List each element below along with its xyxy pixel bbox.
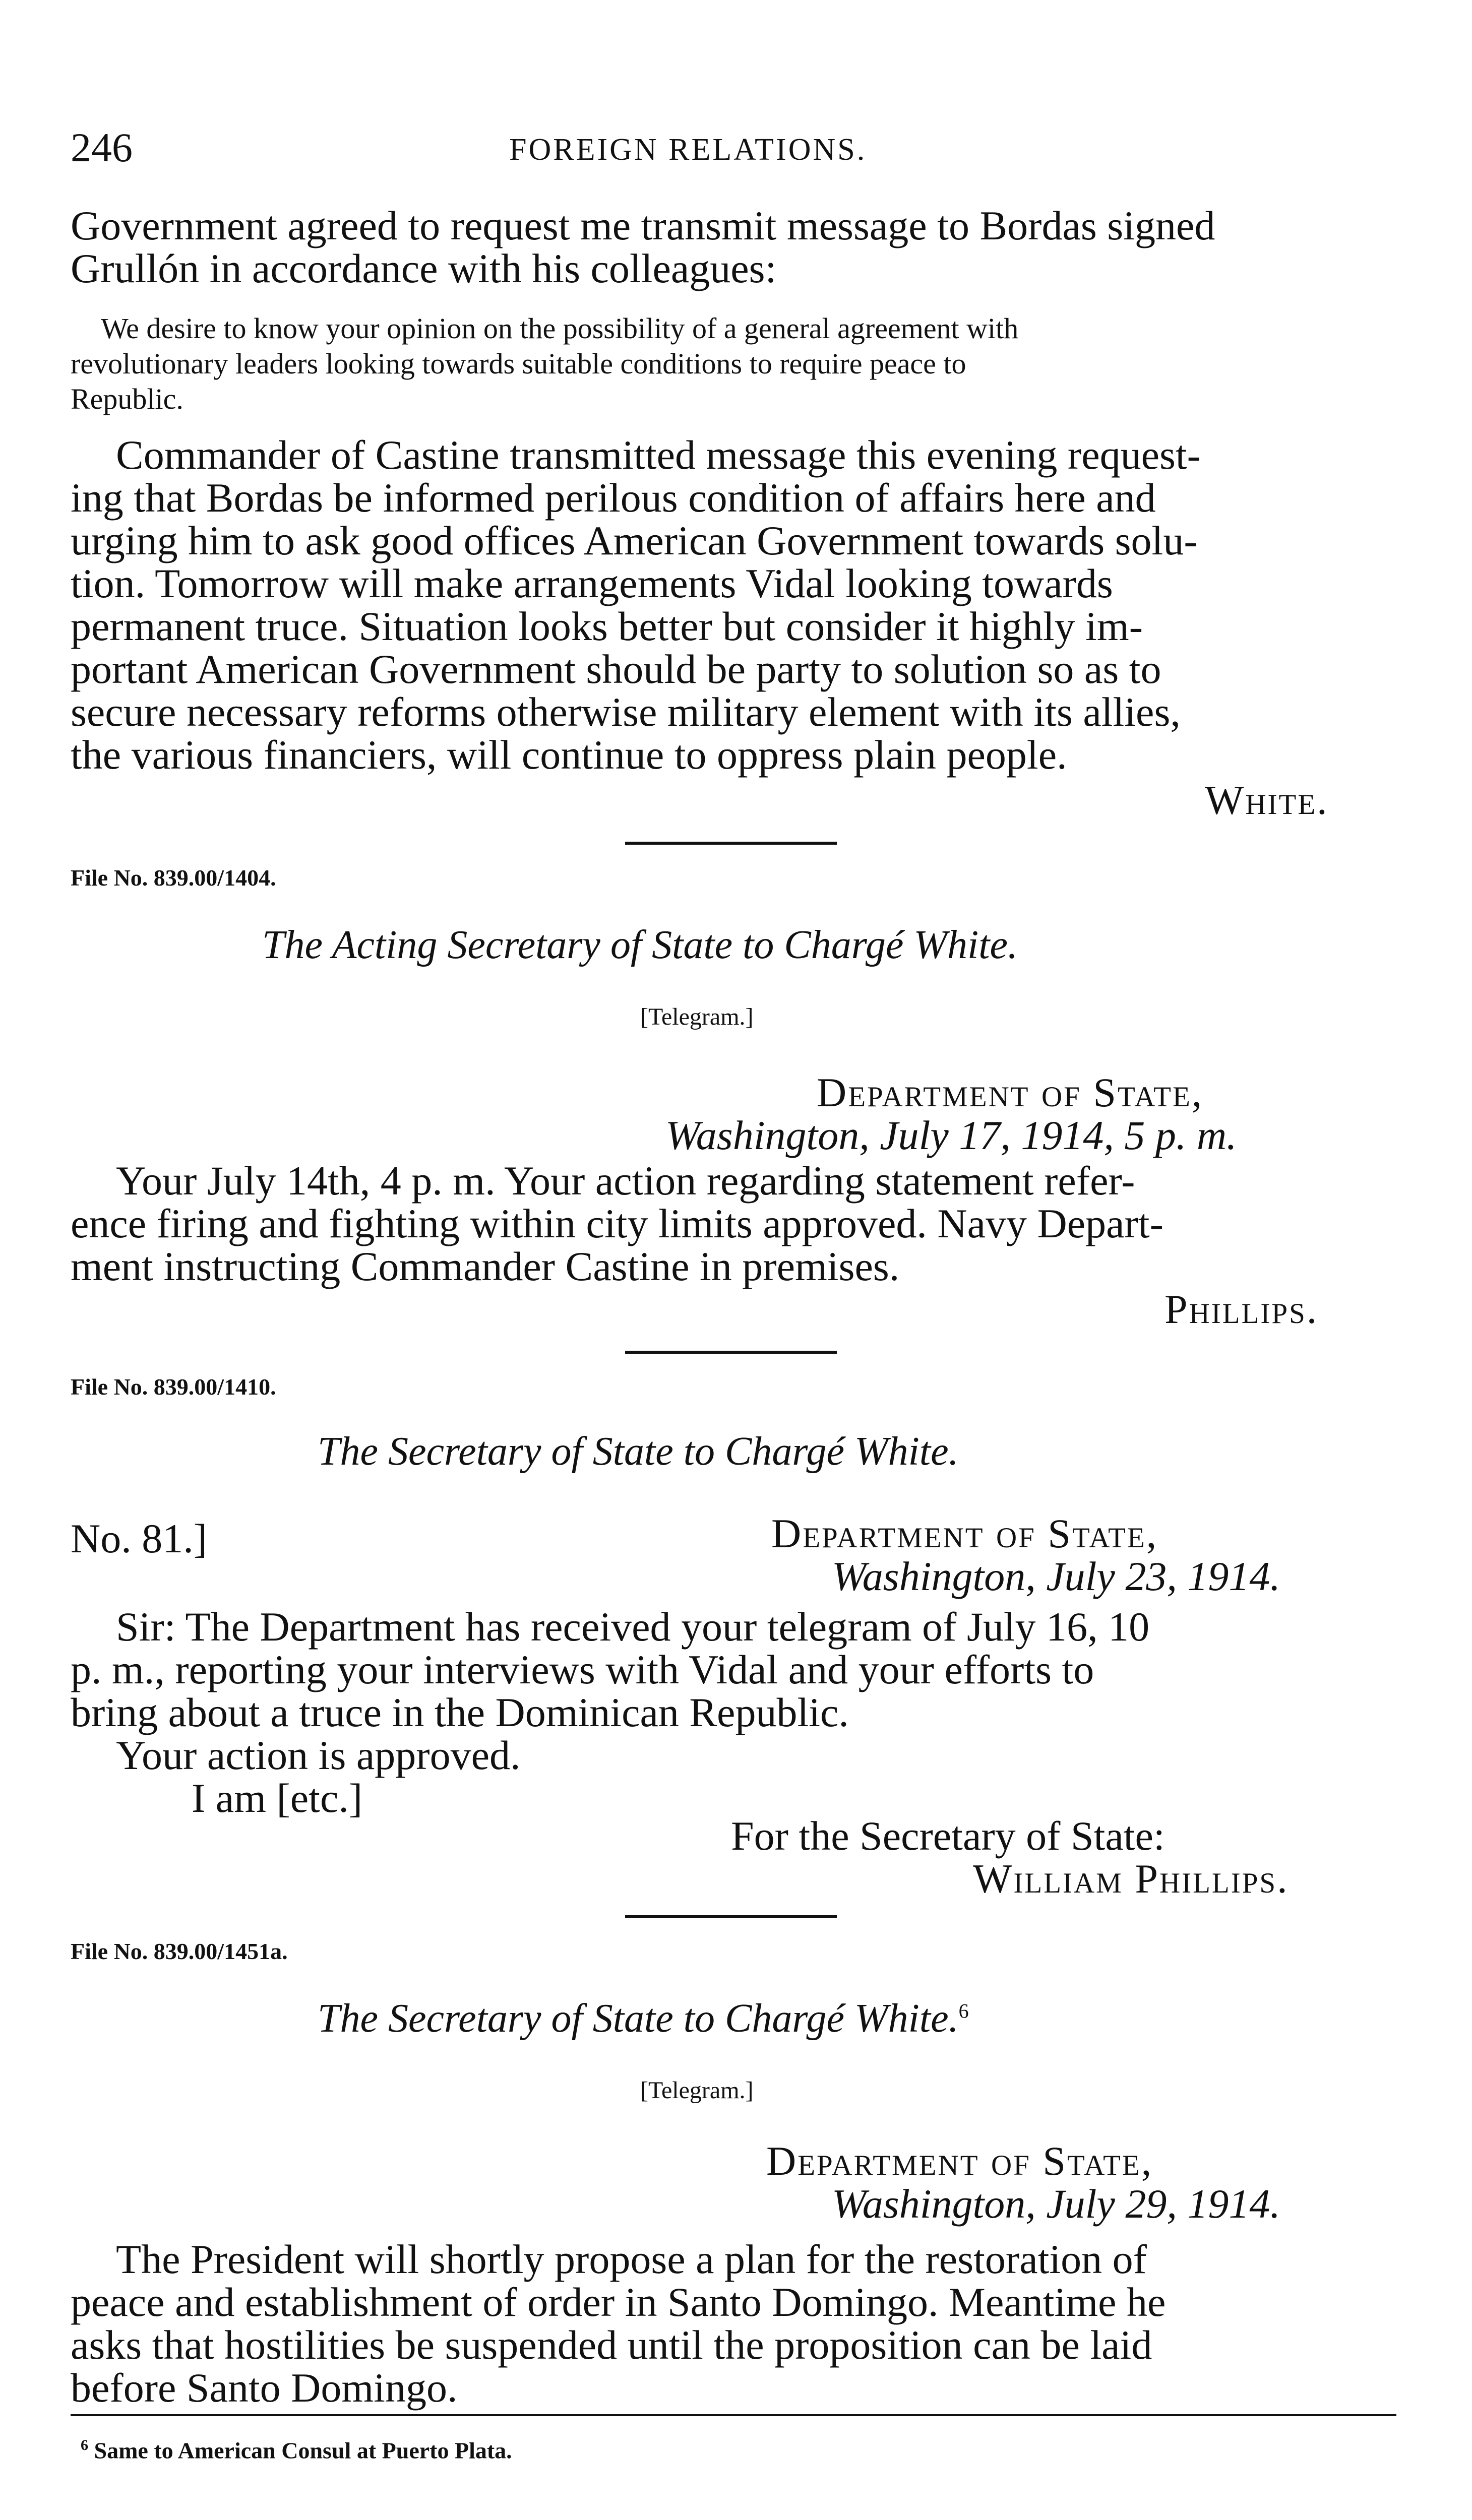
para-line-6: portant American Government should be party to solution so as to (71, 646, 1161, 692)
para-line-4: tion. Tomorrow will make arrangements Vidal looking towards (71, 560, 1113, 606)
dept-of-state: Department of State, (766, 2138, 1153, 2184)
running-title: FOREIGN RELATIONS. (509, 133, 867, 167)
opening-line-2: Grullón in accordance with his colleagues: (71, 245, 777, 291)
quote-line-1: We desire to know your opinion on the possibility of a general agreement with (101, 312, 1019, 345)
doc3-line-4: before Santo Domingo. (71, 2365, 458, 2411)
signature-william-phillips: William Phillips. (973, 1856, 1289, 1902)
signature-phillips: Phillips. (1164, 1286, 1319, 1332)
quote-line-3: Republic. (71, 383, 183, 415)
para-line-5: permanent truce. Situation looks better but consider it highly im- (71, 603, 1143, 649)
file-number: File No. 839.00/1404. (71, 865, 276, 891)
despatch-number: No. 81.] (71, 1516, 208, 1561)
para-line-7: secure necessary reforms otherwise military element with its allies, (71, 689, 1181, 735)
doc3-line-1: The President will shortly propose a plan for the restoration of (116, 2236, 1147, 2282)
title-text: The Secretary of State to Chargé White. (318, 1996, 959, 2041)
para-line-8: the various financiers, will continue to oppress plain people. (71, 732, 1067, 778)
footnote-rule (71, 2414, 1396, 2416)
doc1-line-2: ence firing and fighting within city limits approved. Navy Depart- (71, 1201, 1163, 1246)
document-title: The Secretary of State to Chargé White. (318, 1429, 959, 1474)
para-line-2: ing that Bordas be informed perilous condition of affairs here and (71, 475, 1156, 521)
footnote-reference: 6 (958, 1999, 969, 2023)
footnote-marker: 6 (81, 2437, 88, 2453)
para-line-1: Commander of Castine transmitted message this evening request- (116, 432, 1201, 478)
telegram-label: [Telegram.] (640, 1003, 754, 1030)
opening-line-1: Government agreed to request me transmit message to Bordas signed (71, 203, 1215, 248)
approval-line: Your action is approved. (116, 1732, 521, 1778)
document-title (318, 1996, 969, 2042)
footnote (81, 2437, 512, 2464)
closing-line: I am [etc.] (192, 1775, 363, 1821)
page-number: 246 (71, 124, 133, 170)
doc1-line-1: Your July 14th, 4 p. m. Your action regarding statement refer- (116, 1158, 1135, 1204)
doc2-line-2: p. m., reporting your interviews with Vidal and your efforts to (71, 1647, 1094, 1692)
footnote-text: Same to American Consul at Puerto Plata. (94, 2437, 512, 2464)
file-number: File No. 839.00/1410. (71, 1374, 276, 1400)
for-secretary-line: For the Secretary of State: (731, 1813, 1165, 1859)
para-line-3: urging him to ask good offices American Government towards solu- (71, 518, 1198, 563)
telegram-label: [Telegram.] (640, 2077, 754, 2104)
file-number: File No. 839.00/1451a. (71, 1938, 288, 1964)
doc2-line-3: bring about a truce in the Dominican Republic. (71, 1689, 849, 1735)
doc1-line-3: ment instructing Commander Castine in premises. (71, 1243, 900, 1289)
doc3-line-3: asks that hostilities be suspended until the proposition can be laid (71, 2322, 1152, 2368)
divider-rule (625, 842, 837, 845)
doc3-line-2: peace and establishment of order in Santo Domingo. Meantime he (71, 2279, 1166, 2325)
place-date: Washington, July 29, 1914. (832, 2181, 1280, 2227)
quote-line-2: revolutionary leaders looking towards suitable conditions to require peace to (71, 347, 966, 380)
signature-white: White. (1205, 777, 1329, 823)
divider-rule (625, 1351, 837, 1354)
dept-of-state: Department of State, (771, 1510, 1158, 1556)
divider-rule (625, 1915, 837, 1918)
place-date: Washington, July 17, 1914, 5 p. m. (665, 1112, 1237, 1158)
doc2-line-1: Sir: The Department has received your telegram of July 16, 10 (116, 1604, 1150, 1650)
place-date: Washington, July 23, 1914. (832, 1553, 1280, 1599)
document-title: The Acting Secretary of State to Chargé White. (262, 923, 1018, 967)
dept-of-state: Department of State, (817, 1069, 1204, 1115)
